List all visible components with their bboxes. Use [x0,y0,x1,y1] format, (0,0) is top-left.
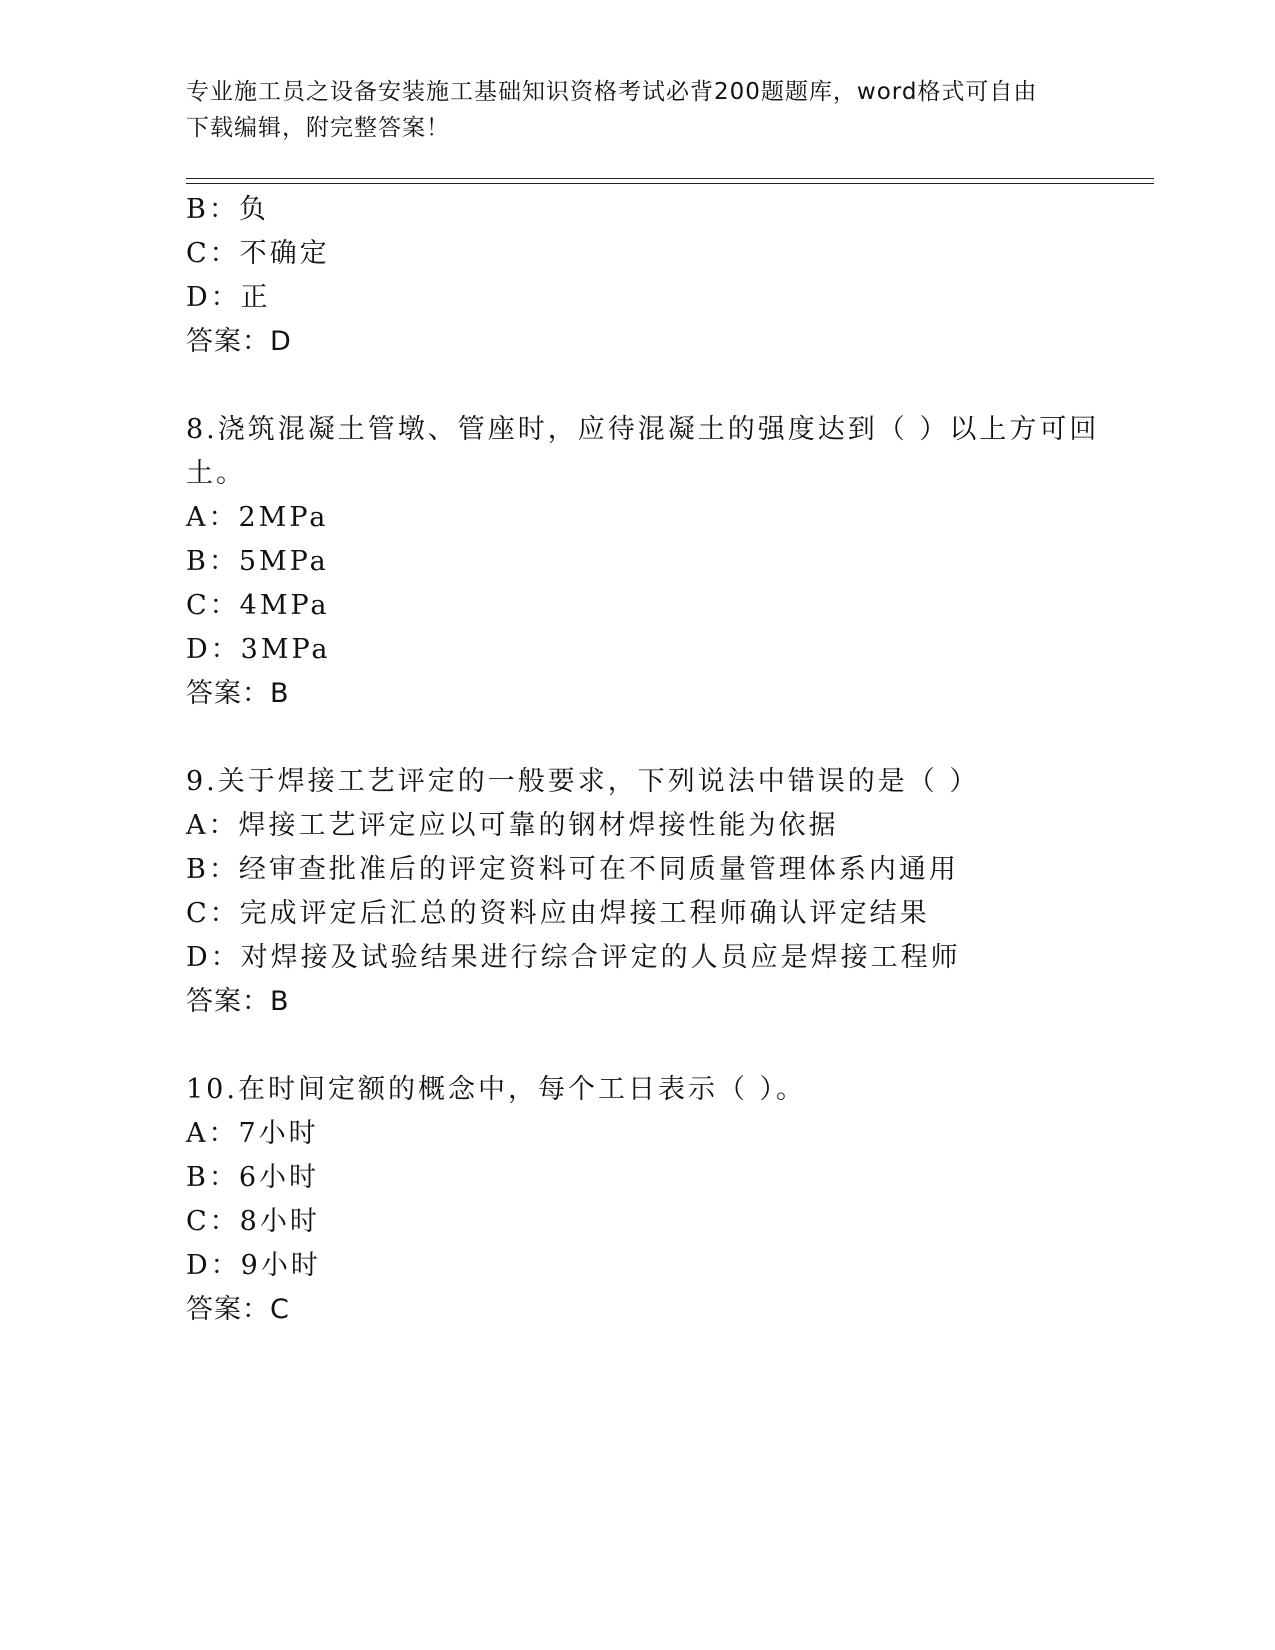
q9-option-b: B：经审查批准后的评定资料可在不同质量管理体系内通用 [186,854,959,885]
header-title-line-2: 下载编辑，附完整答案！ [186,115,450,141]
header-title-line-1: 专业施工员之设备安装施工基础知识资格考试必背200题题库，word格式可自由 [186,79,1038,105]
header-divider-top [186,178,1154,179]
q9-answer: 答案：B [186,986,290,1017]
q10-option-d: D：9小时 [186,1250,321,1281]
q10-answer: 答案：C [186,1294,290,1325]
q7-option-c: C：不确定 [186,238,330,269]
q9-stem: 9.关于焊接工艺评定的一般要求，下列说法中错误的是（ ） [186,766,980,797]
document-header [186,74,1066,146]
q10-stem: 10.在时间定额的概念中，每个工日表示（ ）。 [186,1074,807,1105]
q9-option-d: D：对焊接及试验结果进行综合评定的人员应是焊接工程师 [186,942,961,973]
q10-option-a: A：7小时 [186,1118,319,1149]
q9-option-a: A：焊接工艺评定应以可靠的钢材焊接性能为依据 [186,810,839,841]
q7-option-d: D：正 [186,282,271,313]
q7-answer: 答案：D [186,326,292,357]
q8-option-b: B：5MPa [186,546,329,577]
q7-option-b: B：负 [186,194,269,225]
q8-option-c: C：4MPa [186,590,330,621]
q10-option-b: B：6小时 [186,1162,320,1193]
q8-stem-line-1: 8.浇筑混凝土管墩、管座时，应待混凝土的强度达到（ ）以上方可回 [186,414,1100,445]
header-divider-bottom [186,183,1154,184]
q8-option-a: A：2MPa [186,502,329,533]
q8-option-d: D：3MPa [186,634,331,665]
q8-answer: 答案：B [186,678,290,709]
q10-option-c: C：8小时 [186,1206,320,1237]
q9-option-c: C：完成评定后汇总的资料应由焊接工程师确认评定结果 [186,898,930,929]
q8-stem-line-2: 土。 [186,458,246,489]
